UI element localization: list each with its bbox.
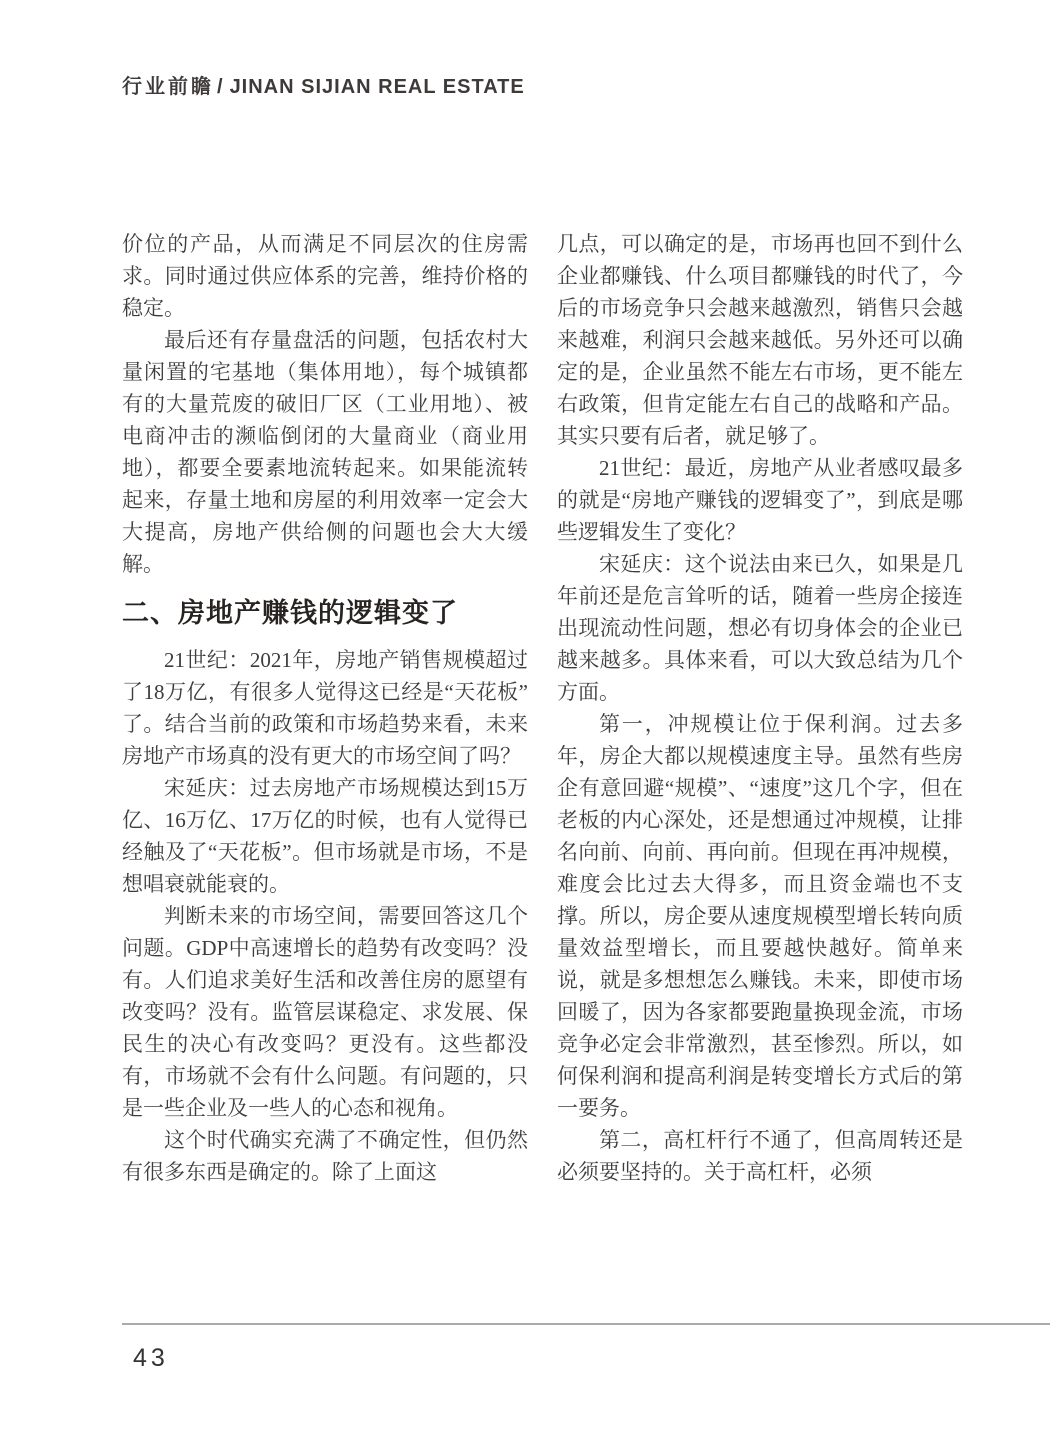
paragraph: 第二，高杠杆行不通了，但高周转还是必须要坚持的。关于高杠杆，必须 xyxy=(557,1128,963,1184)
paragraph: 最后还有存量盘活的问题，包括农村大量闲置的宅基地（集体用地），每个城镇都有的大量荒废的破旧厂区（工业用地）、被电商冲击的濒临倒闭的大量商业（商业用地），都要全要素地流转起来。如果能流转起来，存量土地和房屋的利用效率一定会大大提高，房地产供给侧的问题也会大大缓解。 xyxy=(122,328,528,576)
paragraph: 21世纪：最近，房地产从业者感叹最多的就是“房地产赚钱的逻辑变了”，到底是哪些逻辑发生了变化？ xyxy=(557,456,963,544)
paragraph: 第一，冲规模让位于保利润。过去多年，房企大都以规模速度主导。虽然有些房企有意回避“规模”、“速度”这几个字，但在老板的内心深处，还是想通过冲规模，让排名向前、向前、再向前。但现在再冲规模，难度会比过去大得多，而且资金端也不支撑。所以，房企要从速度规模型增长转向质量效益型增长，而且要越快越好。简单来说，就是多想想怎么赚钱。未来，即使市场回暖了，因为各家都要跑量换现金流，市场竞争必定会非常激烈，甚至惨烈。所以，如何保利润和提高利润是转变增长方式后的第一要务。 xyxy=(557,712,963,1120)
footer-rule xyxy=(122,1323,1050,1325)
page-header xyxy=(122,70,525,99)
column-right xyxy=(557,228,963,1188)
article-body xyxy=(122,228,963,1188)
header-journal-name: JINAN SIJIAN REAL ESTATE xyxy=(229,76,525,98)
header-section-title: 行业前瞻 xyxy=(122,76,214,98)
paragraph: 这个时代确实充满了不确定性，但仍然有很多东西是确定的。除了上面这 xyxy=(122,1128,528,1184)
paragraph: 宋延庆：这个说法由来已久，如果是几年前还是危言耸听的话，随着一些房企接连出现流动性问题，想必有切身体会的企业已越来越多。具体来看，可以大致总结为几个方面。 xyxy=(557,552,963,704)
header-separator: / xyxy=(217,76,224,98)
paragraph: 几点，可以确定的是，市场再也回不到什么企业都赚钱、什么项目都赚钱的时代了，今后的市场竞争只会越来越激烈，销售只会越来越难，利润只会越来越低。另外还可以确定的是，企业虽然不能左右市场，更不能左右政策，但肯定能左右自己的战略和产品。其实只要有后者，就足够了。 xyxy=(557,232,963,448)
page-number: 43 xyxy=(133,1344,169,1372)
section-heading: 二、房地产赚钱的逻辑变了 xyxy=(122,598,458,628)
column-left xyxy=(122,228,528,1188)
paragraph: 21世纪：2021年，房地产销售规模超过了18万亿，有很多人觉得这已经是“天花板”了。结合当前的政策和市场趋势来看，未来房地产市场真的没有更大的市场空间了吗？ xyxy=(122,648,528,768)
paragraph: 判断未来的市场空间，需要回答这几个问题。GDP中高速增长的趋势有改变吗？没有。人们追求美好生活和改善住房的愿望有改变吗？没有。监管层谋稳定、求发展、保民生的决心有改变吗？更没有。这些都没有，市场就不会有什么问题。有问题的，只是一些企业及一些人的心态和视角。 xyxy=(122,904,528,1120)
paragraph: 价位的产品，从而满足不同层次的住房需求。同时通过供应体系的完善，维持价格的稳定。 xyxy=(122,232,528,320)
paragraph: 宋延庆：过去房地产市场规模达到15万亿、16万亿、17万亿的时候，也有人觉得已经触及了“天花板”。但市场就是市场，不是想唱衰就能衰的。 xyxy=(122,776,528,896)
